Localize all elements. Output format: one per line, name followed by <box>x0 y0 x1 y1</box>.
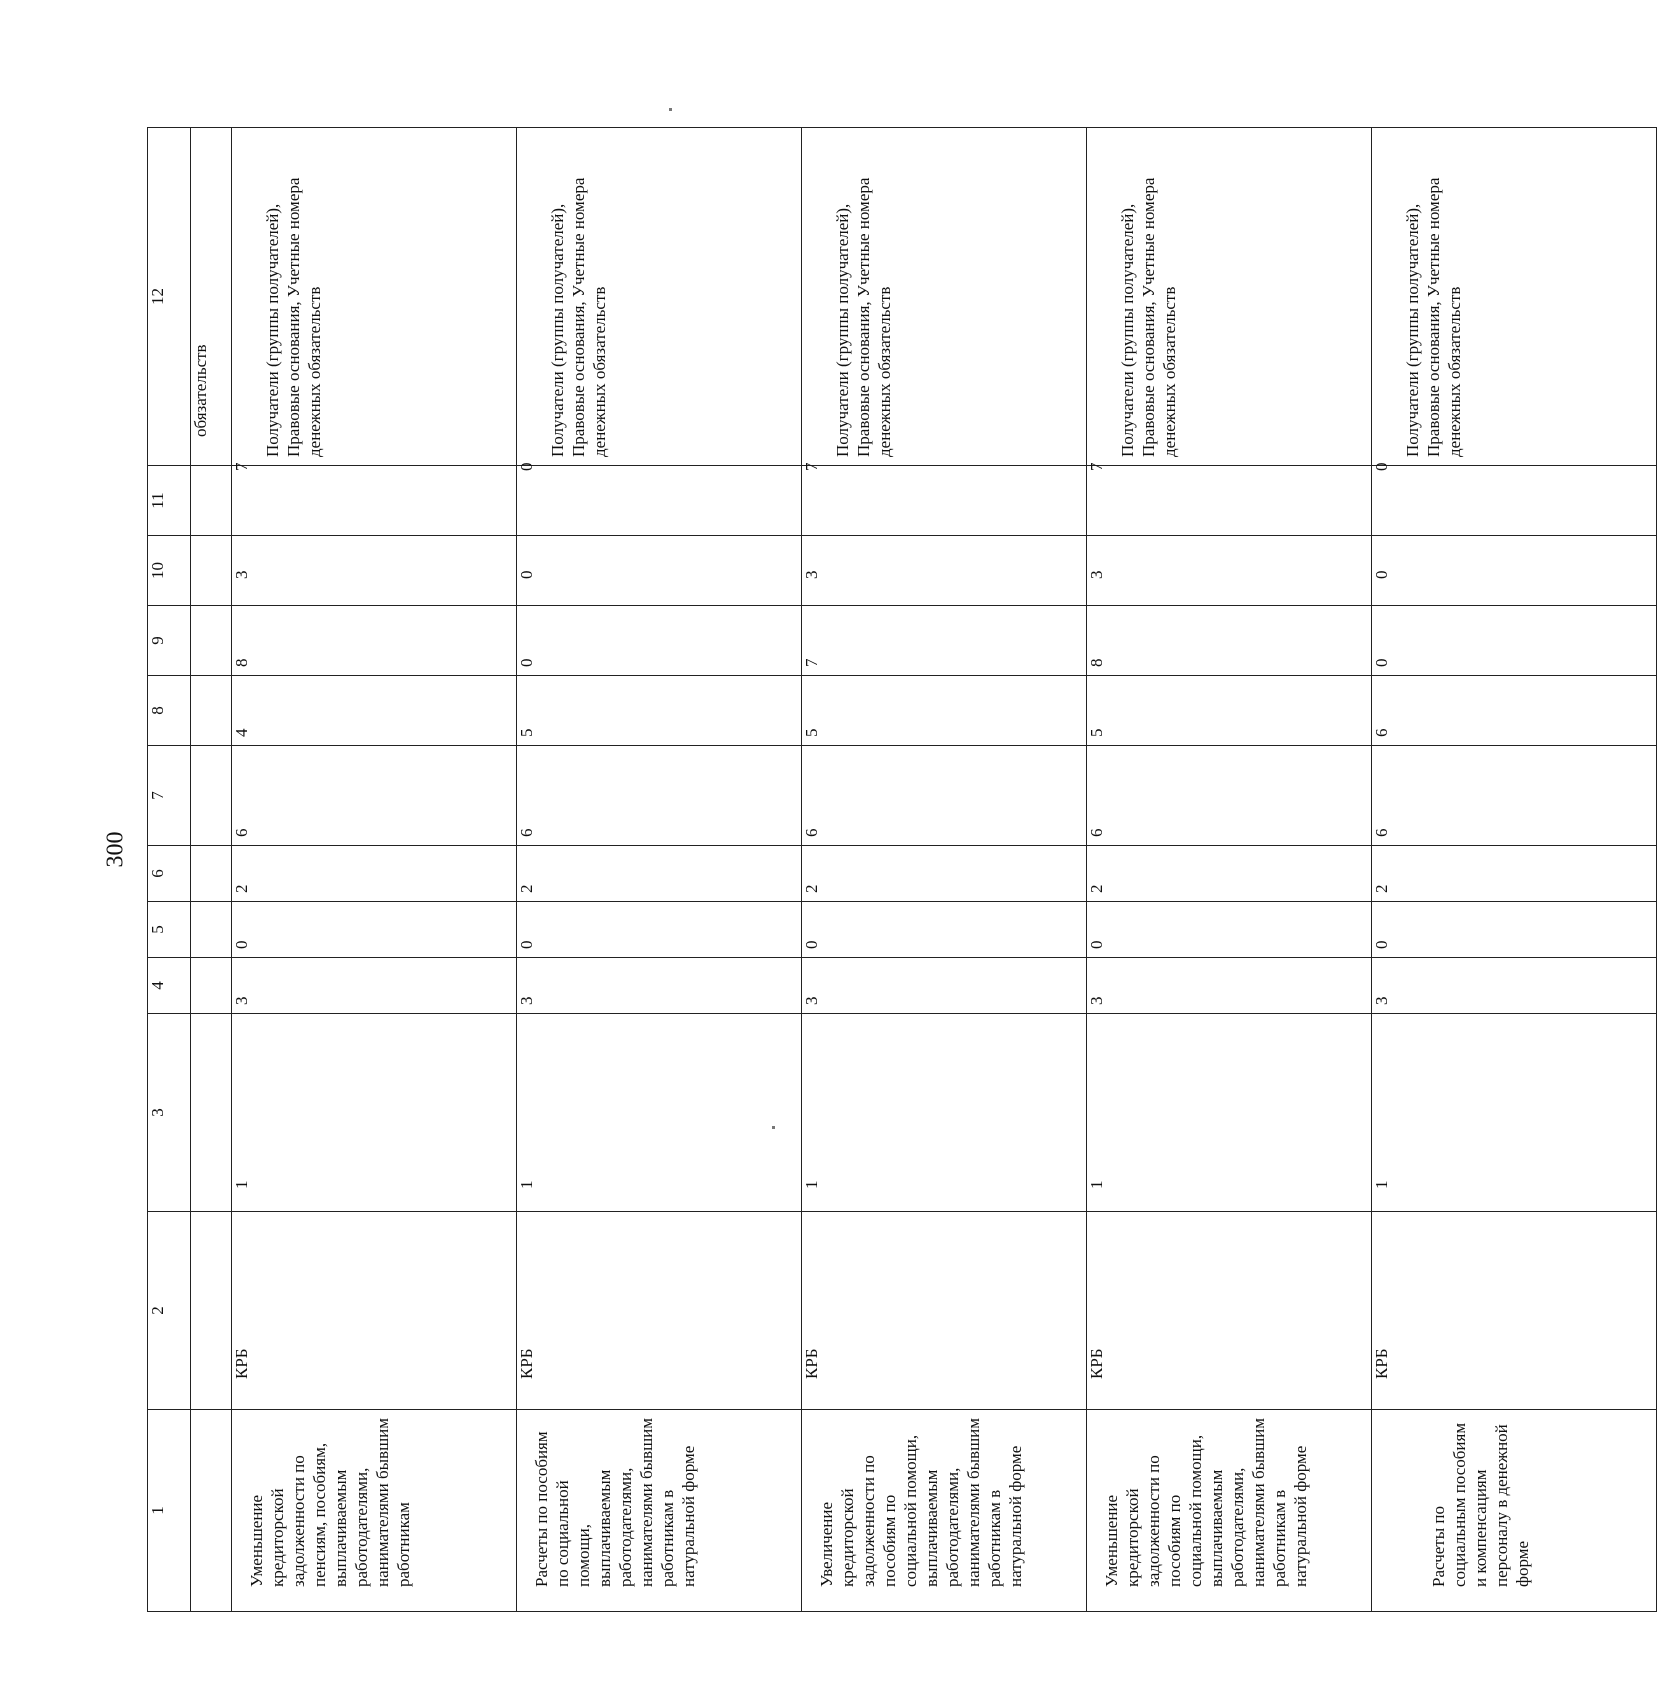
cell-c6: 2 <box>1087 846 1372 902</box>
col-header-10: 10 <box>148 536 191 606</box>
cell-c7: 6 <box>802 746 1087 846</box>
rotated-table-frame <box>147 128 1532 1612</box>
cell-c4: 3 <box>232 958 517 1014</box>
col-header-1: 1 <box>148 1410 191 1612</box>
row-code: КРБ <box>232 1212 517 1410</box>
cell-c3: 1 <box>802 1014 1087 1212</box>
cell-c7: 6 <box>1372 746 1657 846</box>
row-code: КРБ <box>1087 1212 1372 1410</box>
cell-c11: 7 <box>232 466 517 536</box>
row-code: КРБ <box>1372 1212 1657 1410</box>
cell-c4: 3 <box>517 958 802 1014</box>
row-name: Уменьшение кредиторской задолженности по пособиям по социальной помощи, выплачиваемым работодателями, нанимателями бывшим работникам в натуральной форме <box>1087 1410 1372 1612</box>
row-name: Уменьшение кредиторской задолженности по пенсиям, пособиям, выплачиваемым работодателями, нанимателями бывшим работникам <box>232 1410 517 1612</box>
cell-c6: 2 <box>802 846 1087 902</box>
row-name: Расчеты по пособиям по социальной помощи, выплачиваемым работодателями, нанимателями бывшим работникам в натуральной форме <box>517 1410 802 1612</box>
cell-c10: 3 <box>232 536 517 606</box>
cell-c3: 1 <box>517 1014 802 1212</box>
cell-c11: 7 <box>1087 466 1372 536</box>
cell-c8: 5 <box>517 676 802 746</box>
cell-c11: 0 <box>1372 466 1657 536</box>
cell-c5: 0 <box>232 902 517 958</box>
row-note: Получатели (группы получателей), Правовые основания, Учетные номера денежных обязательств <box>232 128 517 466</box>
table-row <box>517 128 802 1612</box>
cell-c4: 3 <box>1087 958 1372 1014</box>
col-header-11: 11 <box>148 466 191 536</box>
cell-c11: 0 <box>517 466 802 536</box>
cell-c4: 3 <box>802 958 1087 1014</box>
cell-c7: 6 <box>1087 746 1372 846</box>
row-code: КРБ <box>802 1212 1087 1410</box>
col-header-7: 7 <box>148 746 191 846</box>
cell-c5: 0 <box>1372 902 1657 958</box>
row-note: Получатели (группы получателей), Правовые основания, Учетные номера денежных обязательств <box>517 128 802 466</box>
cell-c5: 0 <box>517 902 802 958</box>
cell-c11: 7 <box>802 466 1087 536</box>
col-header-12: 12 <box>148 128 191 466</box>
row-note: Получатели (группы получателей), Правовые основания, Учетные номера денежных обязательств <box>1372 128 1657 466</box>
cell-c7: 6 <box>517 746 802 846</box>
col-header-5: 5 <box>148 902 191 958</box>
cell-c6: 2 <box>232 846 517 902</box>
cell-c8: 5 <box>802 676 1087 746</box>
cell-c3: 1 <box>1087 1014 1372 1212</box>
cell-c9: 8 <box>1087 606 1372 676</box>
table-row <box>802 128 1087 1612</box>
page-number-text: 300 <box>102 831 129 868</box>
accounts-table <box>147 127 1657 1612</box>
col-header-4: 4 <box>148 958 191 1014</box>
cell-c5: 0 <box>1087 902 1372 958</box>
cell-c5: 0 <box>802 902 1087 958</box>
cell-c9: 8 <box>232 606 517 676</box>
table-row <box>1087 128 1372 1612</box>
cell-c10: 0 <box>517 536 802 606</box>
cell-c6: 2 <box>517 846 802 902</box>
cell-c4: 3 <box>1372 958 1657 1014</box>
col-header-8: 8 <box>148 676 191 746</box>
cell-c9: 0 <box>517 606 802 676</box>
cell-c10: 3 <box>1087 536 1372 606</box>
cell-c9: 7 <box>802 606 1087 676</box>
row-name: Увеличение кредиторской задолженности по пособиям по социальной помощи, выплачиваемым работодателями, нанимателями бывшим работникам в натуральной форме <box>802 1410 1087 1612</box>
cell-c3: 1 <box>232 1014 517 1212</box>
row-note: Получатели (группы получателей), Правовые основания, Учетные номера денежных обязательств <box>802 128 1087 466</box>
cell-c8: 6 <box>1372 676 1657 746</box>
cell-c6: 2 <box>1372 846 1657 902</box>
cell-c9: 0 <box>1372 606 1657 676</box>
cell-c7: 6 <box>232 746 517 846</box>
continuation-text: обязательств <box>191 128 232 466</box>
col-header-9: 9 <box>148 606 191 676</box>
row-name: Расчеты по социальным пособиям и компенсациям персоналу в денежной форме <box>1372 1410 1657 1612</box>
col-header-3: 3 <box>148 1014 191 1212</box>
cell-c3: 1 <box>1372 1014 1657 1212</box>
scan-speck <box>772 1126 775 1129</box>
header-row <box>148 128 191 1612</box>
cell-c10: 0 <box>1372 536 1657 606</box>
table-row <box>232 128 517 1612</box>
table-row <box>1372 128 1657 1612</box>
page-number <box>96 816 136 876</box>
cell-c10: 3 <box>802 536 1087 606</box>
col-header-2: 2 <box>148 1212 191 1410</box>
continuation-row <box>191 128 232 1612</box>
row-note: Получатели (группы получателей), Правовые основания, Учетные номера денежных обязательств <box>1087 128 1372 466</box>
col-header-6: 6 <box>148 846 191 902</box>
scan-speck <box>669 108 672 111</box>
cell-c8: 4 <box>232 676 517 746</box>
cell-c8: 5 <box>1087 676 1372 746</box>
row-code: КРБ <box>517 1212 802 1410</box>
